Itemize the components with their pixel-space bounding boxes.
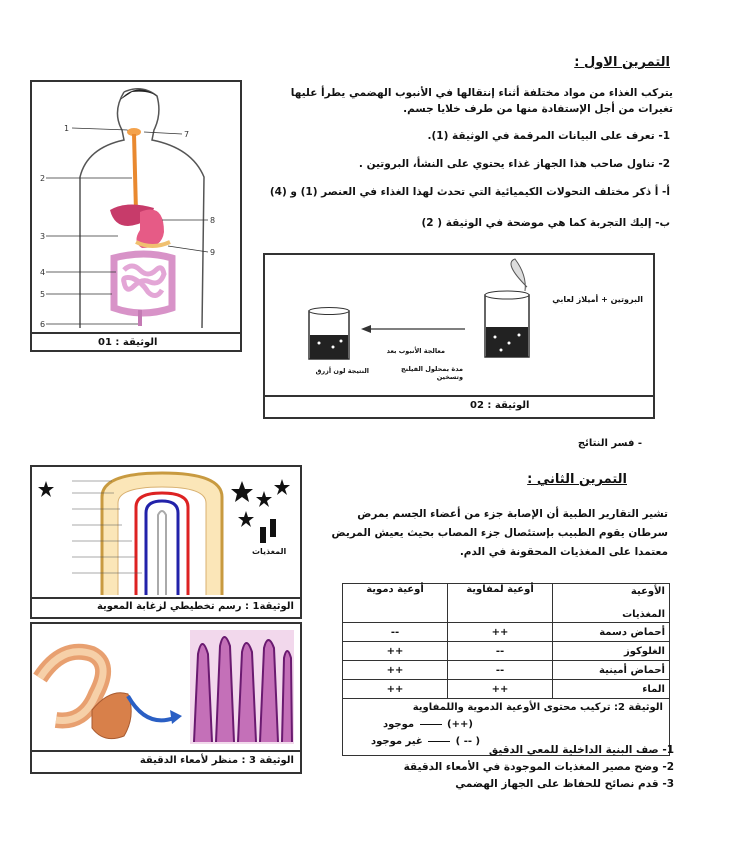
doc1-label-3: 3 [40, 232, 46, 241]
row-water-name: الماء [553, 680, 670, 699]
row-fatty-acids-blood: -- [343, 623, 448, 642]
legend-present-label: موجود [383, 719, 415, 730]
corner-header-bottom: المغذيات [622, 609, 665, 620]
corner-header-cell [553, 584, 670, 623]
doc1-label-6: 6 [40, 320, 46, 328]
col-header-lymph: أوعية لمفاوية [448, 584, 553, 623]
doc1-label-2: 2 [40, 174, 46, 183]
digestive-system-illustration [32, 82, 240, 328]
doc2-arrow-label-line1: معالجة الأنبوب بعد [386, 347, 445, 355]
exercise1-interpret: - فسر النتائج [577, 438, 642, 449]
table-caption: الوثيقة 2: تركيب محتوى الأوعية الدموية واللمفاوية [412, 702, 663, 713]
doc1-label-5: 5 [40, 290, 46, 299]
legend-present [383, 719, 473, 730]
doc1-label-9: 9 [210, 248, 216, 257]
intestine-illustration [32, 624, 300, 750]
table-row [343, 642, 670, 661]
doc2-experiment-figure [263, 253, 655, 419]
row-amino-acids-lymph: -- [448, 661, 553, 680]
doc2-caption: الوثيقة : 02 [470, 400, 530, 411]
villus-nutrients-label: المغذيات [252, 547, 287, 556]
exercise1-title: التمرين الاول : [574, 55, 670, 70]
table-row [343, 661, 670, 680]
exercise1-question-2a: أ- أ ذكر مختلف التحولات الكيميائية التي تحدث لهذا الغذاء في العنصر (1) و (4) [269, 186, 670, 198]
doc1-caption: الوثيقة : 01 [98, 337, 158, 348]
exercise2-title: التمرين الثاني : [527, 472, 627, 487]
legend-present-symbol: (++) [447, 719, 473, 730]
table-row [343, 680, 670, 699]
table-row [343, 623, 670, 642]
intestine-caption: الوثيقة 3 : منظر لأمعاء الدقيقة [139, 755, 294, 766]
exercise1-question-2b: ب- إليك التجربة كما هي موضحة في الوثيقة ( 2) [421, 217, 670, 229]
vessels-table-block [342, 583, 670, 756]
row-glucose-lymph: -- [448, 642, 553, 661]
row-amino-acids-name: أحماض أمينية [553, 661, 670, 680]
exercise1-question-2: 2- تناول صاحب هذا الجهاز غذاء يحتوي على النشأ، البروتين . [358, 158, 670, 170]
exercise2-intro: تشير التقارير الطبية أن الإصابة جزء من أعضاء الجسم بمرض سرطان يقوم الطبيب بإستئصال جزء المصاب بحيث يعيش المريض معتمدا على المغذيات المحقونة في الدم. [331, 508, 668, 558]
doc1-label-1: 1 [64, 124, 70, 133]
doc2-arrow-label-line2: مدة بمحلول الفيلنج وتسخين [401, 365, 463, 381]
doc1-label-4: 4 [40, 268, 46, 277]
doc2-result-label: النتيجة لون أزرق [315, 367, 369, 375]
doc1-label-7: 7 [184, 130, 190, 139]
exercise2-question-3: 3- قدم نصائح للحفاظ على الجهاز الهضمي [455, 778, 674, 790]
row-fatty-acids-name: أحماض دسمة [553, 623, 670, 642]
doc2-reagent-label: البروتين + أميلاز لعابي [552, 295, 643, 304]
col-header-blood: أوعية دموية [343, 584, 448, 623]
intestine-view-figure [30, 622, 302, 774]
legend-absent-label: غير موجود [371, 736, 423, 747]
row-water-blood: ++ [343, 680, 448, 699]
villus-diagram-figure [30, 465, 302, 619]
exercise2-question-1: 1- صف البنية الداخلية للمعي الدقيق [488, 744, 674, 756]
doc1-label-8: 8 [210, 216, 216, 225]
legend-absent-symbol: ( -- ) [455, 736, 481, 747]
row-glucose-blood: ++ [343, 642, 448, 661]
row-fatty-acids-lymph: ++ [448, 623, 553, 642]
doc1-digestive-figure [30, 80, 242, 352]
exercise1-question-1: 1- تعرف على البيانات المرقمة في الوثيقة (1). [427, 130, 670, 142]
villus-illustration [32, 467, 300, 597]
legend-absent [371, 736, 480, 747]
exercise1-intro: يتركب الغذاء من مواد مختلفة أثناء إنتقالها في الأنبوب الهضمي يطرأ عليها تغيرات من أجل الإستفادة منها من طرف خلايا جسم. [290, 87, 673, 115]
vessels-table [342, 583, 670, 756]
row-glucose-name: الغلوكوز [553, 642, 670, 661]
corner-header-top: الأوعية [630, 586, 665, 597]
exercise2-question-2: 2- وضح مصير المغذيات الموجودة في الأمعاء الدقيقة [403, 761, 674, 773]
row-water-lymph: ++ [448, 680, 553, 699]
villus-caption: الوثيقة1 : رسم تخطيطي لزغابة المعوية [96, 601, 294, 612]
row-amino-acids-blood: ++ [343, 661, 448, 680]
